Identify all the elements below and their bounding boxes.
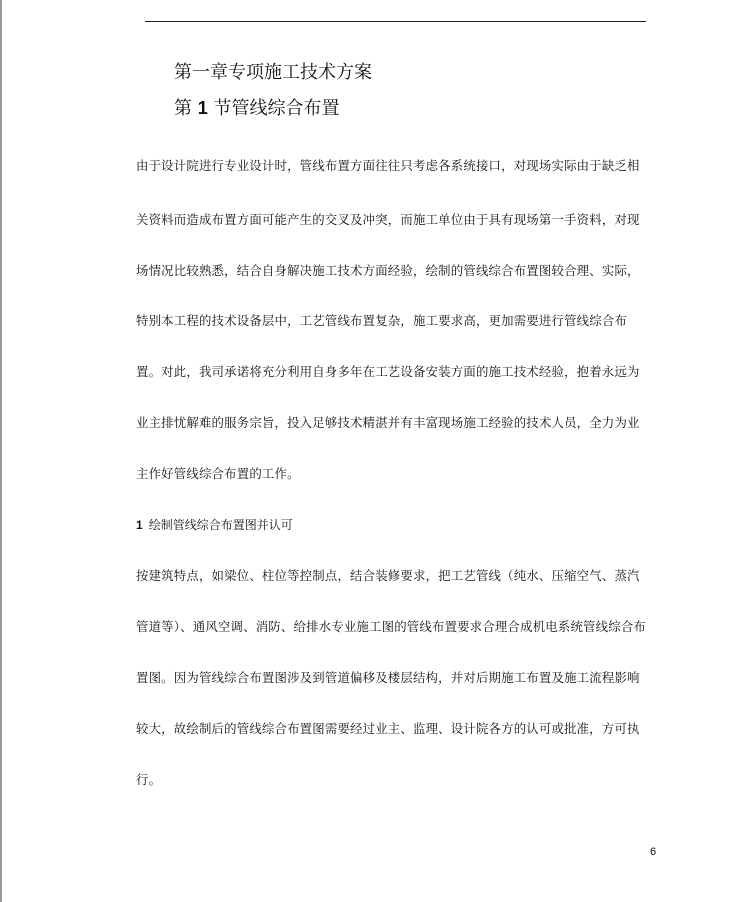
section-prefix: 第 xyxy=(174,98,198,119)
paragraph1-line: 特别本工程的技术设备层中，工艺管线布置复杂，施工要求高，更加需要进行管线综合布 xyxy=(136,313,628,328)
section-number: 1 xyxy=(197,98,208,118)
paragraph1-line: 置。对此，我司承诺将充分利用自身多年在工艺设备安装方面的施工技术经验，抱着永远为 xyxy=(136,364,640,379)
page-number: 6 xyxy=(650,846,657,858)
paragraph1-line: 业主排忧解难的服务宗旨，投入足够技术精湛并有丰富现场施工经验的技术人员，全力为业 xyxy=(136,415,640,430)
page-left-border xyxy=(0,0,2,902)
paragraph1-line: 主作好管线综合布置的工作。 xyxy=(136,466,300,481)
section-title xyxy=(174,95,339,122)
paragraph2-line: 按建筑特点，如梁位、柱位等控制点，结合装修要求，把工艺管线（纯水、压缩空气、蒸汽 xyxy=(136,568,640,583)
paragraph2-line: 较大，故绘制后的管线综合布置图需要经过业主、监理、设计院各方的认可或批准，方可执 xyxy=(136,721,640,736)
section-title-text: 节管线综合布置 xyxy=(207,98,340,119)
subsection-heading xyxy=(136,515,293,535)
paragraph1-line: 关资料而造成布置方面可能产生的交叉及冲突，而施工单位由于具有现场第一手资料，对现 xyxy=(136,212,640,227)
paragraph2-line: 管道等）、通风空调、消防、给排水专业施工图的管线布置要求合理合成机电系统管线综合布 xyxy=(136,619,647,634)
subsection-title: 绘制管线综合布置图并认可 xyxy=(148,518,293,532)
paragraph2-line: 行。 xyxy=(136,772,162,787)
subsection-number: 1 xyxy=(136,518,143,532)
paragraph1-line: 由于设计院进行专业设计时，管线布置方面往往只考虑各系统接口，对现场实际由于缺乏相 xyxy=(136,158,640,173)
paragraph2-line: 置图。因为管线综合布置图涉及到管道偏移及楼层结构，并对后期施工布置及施工流程影响 xyxy=(136,670,640,685)
header-rule xyxy=(145,21,646,22)
chapter-title: 第一章专项施工技术方案 xyxy=(174,62,372,83)
paragraph1-line: 场情况比较熟悉，结合自身解决施工技术方面经验，绘制的管线综合布置图较合理、实际， xyxy=(136,263,640,278)
